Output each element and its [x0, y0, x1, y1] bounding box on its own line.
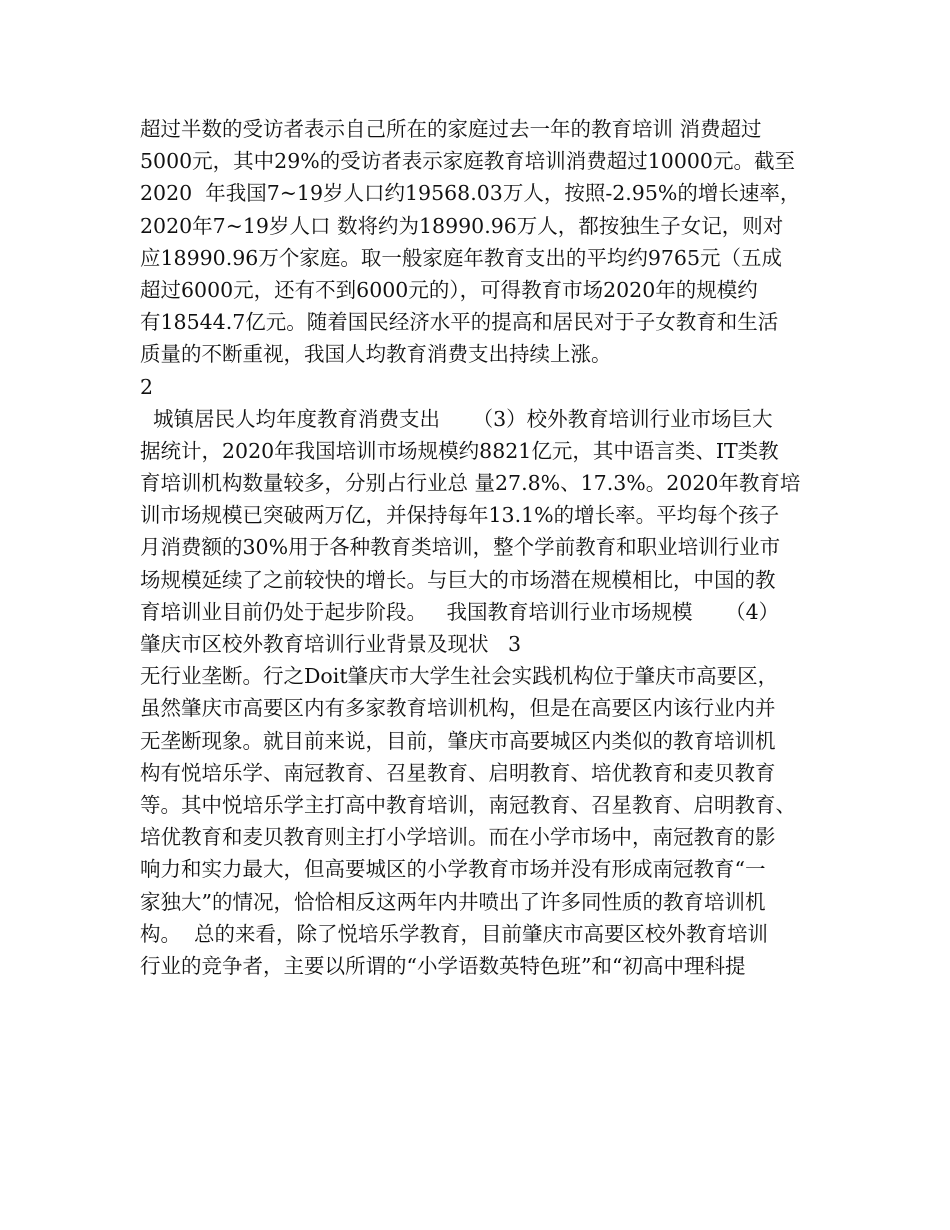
text-line: 无行业垄断。行之Doit肇庆市大学生社会实践机构位于肇庆市高要区，: [140, 664, 779, 689]
text-line: 月消费额的30%用于各种教育类培训，整个学前教育和职业培训行业市: [140, 535, 781, 560]
text-line: 2020 年我国7~19岁人口约19568.03万人，按照-2.95%的增长速率，: [140, 181, 801, 206]
text-line: 构。 总的来看，除了悦培乐学教育，目前肇庆市高要区校外教育培训: [140, 921, 769, 946]
text-line: 行业的竞争者，主要以所谓的“小学语数英特色班”和“初高中理科提: [140, 953, 746, 978]
text-line: 培优教育和麦贝教育则主打小学培训。而在小学市场中，南冠教育的影: [140, 825, 776, 850]
text-line: 2020年7~19岁人口 数将约为18990.96万人，都按独生子女记，则对: [140, 213, 784, 238]
text-line: 应18990.96万个家庭。取一般家庭年教育支出的平均约9765元（五成: [140, 245, 782, 270]
text-line: 有18544.7亿元。随着国民经济水平的提高和居民对于子女教育和生活: [140, 310, 779, 335]
text-line: 训市场规模已突破两万亿，并保持每年13.1%的增长率。平均每个孩子: [140, 503, 780, 528]
text-line: 超过半数的受访者表示自己所在的家庭过去一年的教育培训 消费超过: [140, 117, 762, 141]
text-line: 无垄断现象。就目前来说，目前，肇庆市高要城区内类似的教育培训机: [140, 728, 776, 753]
text-line: 育培训业目前仍处于起步阶段。 我国教育培训行业市场规模 （4）: [140, 599, 780, 624]
document-body: [140, 113, 840, 982]
text-line: 家独大”的情况，恰恰相反这两年内井喷出了许多同性质的教育培训机: [140, 889, 766, 914]
text-line: 场规模延续了之前较快的增长。与巨大的市场潜在规模相比，中国的教: [140, 567, 776, 592]
text-line: 据统计，2020年我国培训市场规模约8821亿元，其中语言类、IT类教: [140, 438, 779, 463]
text-line: 构有悦培乐学、南冠教育、召星教育、启明教育、培优教育和麦贝教育: [140, 760, 776, 785]
text-line: 超过6000元，还有不到6000元的），可得教育市场2020年的规模约: [140, 277, 758, 302]
text-line: 5000元，其中29%的受访者表示家庭教育培训消费超过10000元。截至: [140, 149, 795, 174]
text-line: 等。其中悦培乐学主打高中教育培训，南冠教育、召星教育、启明教育、: [140, 792, 796, 817]
text-line: 虽然肇庆市高要区内有多家教育培训机构，但是在高要区内该行业内并: [140, 696, 776, 721]
page-number: 2: [140, 374, 154, 399]
text-line: 响力和实力最大，但高要城区的小学教育市场并没有形成南冠教育“一: [140, 857, 766, 882]
text-line: 质量的不断重视，我国人均教育消费支出持续上涨。: [140, 342, 612, 367]
text-line: 育培训机构数量较多，分别占行业总 量27.8%、17.3%。2020年教育培: [140, 471, 801, 496]
section-heading-line: 肇庆市区校外教育培训行业背景及现状 3: [140, 632, 522, 656]
section-heading-line: 城镇居民人均年度教育消费支出 （3）校外教育培训行业市场巨大: [140, 406, 773, 431]
